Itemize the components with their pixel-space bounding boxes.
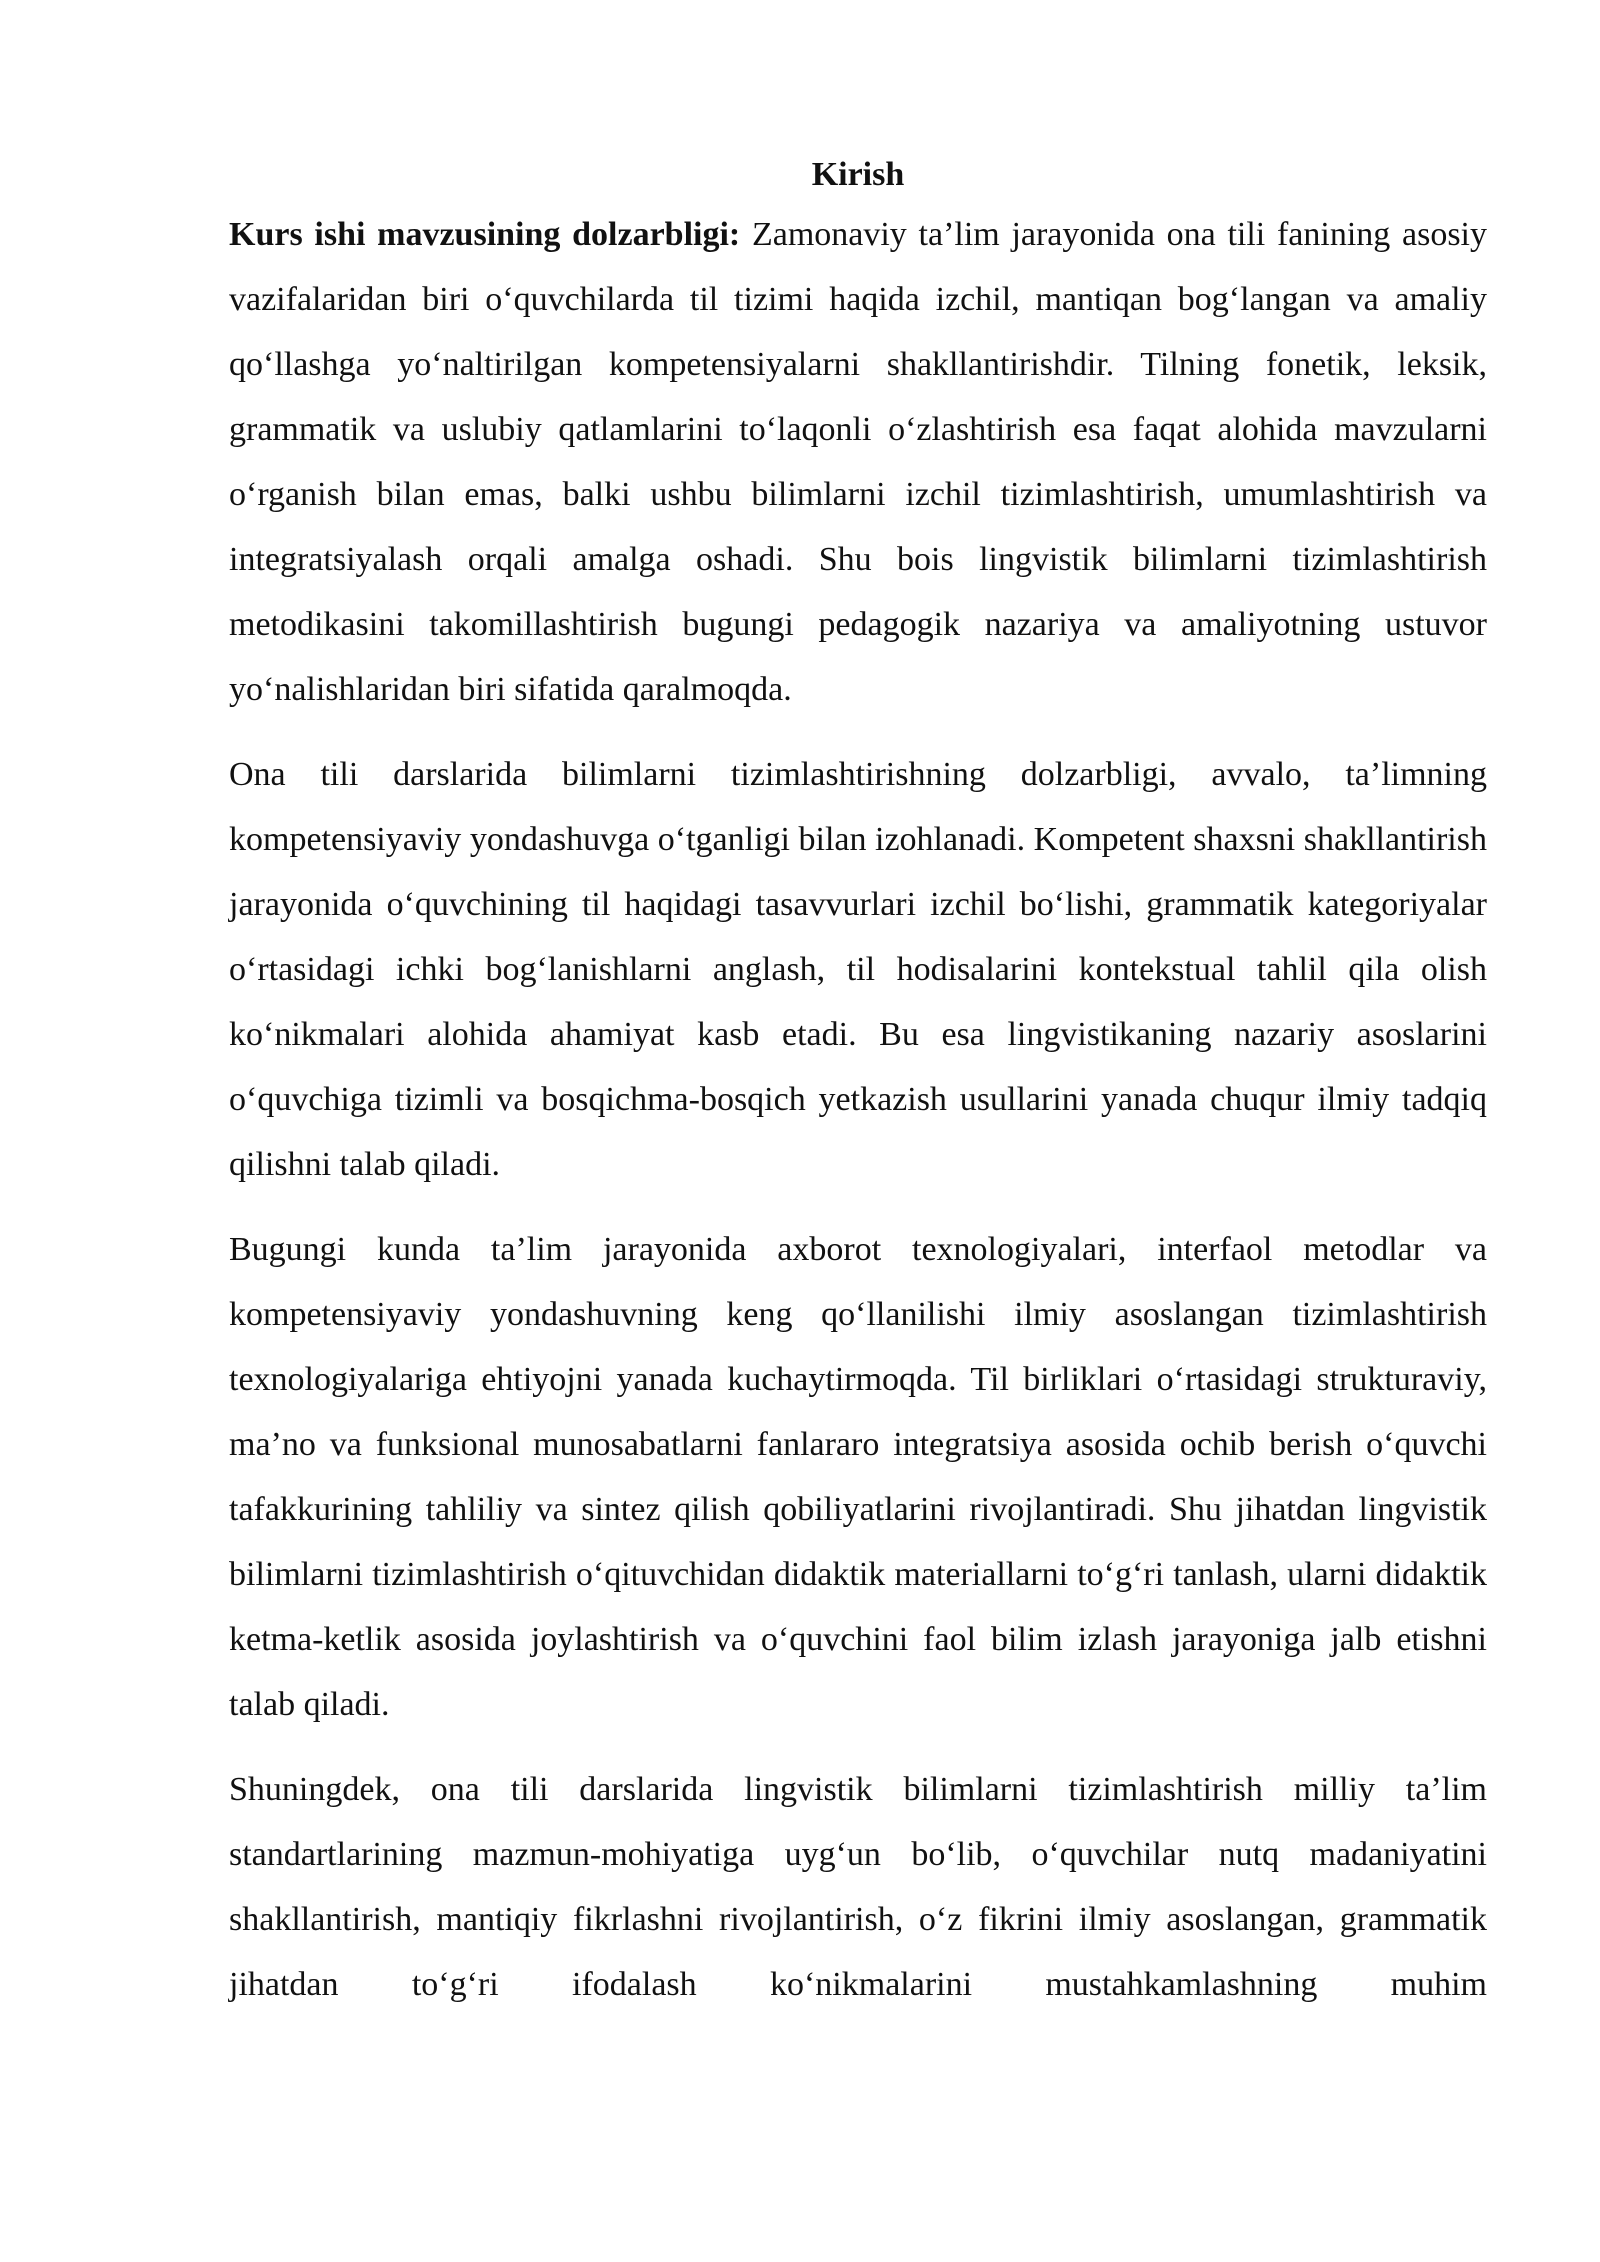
document-title: Kirish	[811, 156, 905, 193]
lead-label: Kurs ishi mavzusining dolzarbligi:	[229, 216, 741, 253]
paragraph-4: Shuningdek, ona tili darslarida lingvistik bilimlarni tizimlashtirish milliy ta’lim standartlarining mazmun-mohiyatiga uyg‘un bo‘lib, o‘quvchilar nutq madaniyatini shakllantirish, mantiqiy fikrlashni rivojlantirish, o‘z fikrini ilmiy asoslangan, grammatik jihatdan to‘g‘ri ifodalash ko‘nikmalarini mustahkamlashning muhim	[229, 1771, 1487, 2003]
paragraph-1	[229, 202, 1487, 722]
paragraph-1-text: Zamonaviy ta’lim jarayonida ona tili fanining asosiy vazifalaridan biri o‘quvchilarda til tizimi haqida izchil, mantiqan bog‘langan va amaliy qo‘llashga yo‘naltirilgan kompetensiyalarni shakllantirishdir. Tilning fonetik, leksik, grammatik va uslubiy qatlamlarini to‘laqonli o‘zlashtirish esa faqat alohida mavzularni o‘rganish bilan emas, balki ushbu bilimlarni izchil tizimlashtirish, umumlashtirish va integratsiyalash orqali amalga oshadi. Shu bois lingvistik bilimlarni tizimlashtirish metodikasini takomillashtirish bugungi pedagogik nazariya va amaliyotning ustuvor yo‘nalishlaridan biri sifatida qaralmoqda.	[229, 216, 1487, 708]
paragraph-2: Ona tili darslarida bilimlarni tizimlashtirishning dolzarbligi, avvalo, ta’limning kompetensiyaviy yondashuvga o‘tganligi bilan izohlanadi. Kompetent shaxsni shakllantirish jarayonida o‘quvchining til haqidagi tasavvurlari izchil bo‘lishi, grammatik kategoriyalar o‘rtasidagi ichki bog‘lanishlarni anglash, til hodisalarini kontekstual tahlil qila olish ko‘nikmalari alohida ahamiyat kasb etadi. Bu esa lingvistikaning nazariy asoslarini o‘quvchiga tizimli va bosqichma-bosqich yetkazish usullarini yanada chuqur ilmiy tadqiq qilishni talab qiladi.	[229, 756, 1487, 1183]
paragraph-3: Bugungi kunda ta’lim jarayonida axborot texnologiyalari, interfaol metodlar va kompetensiyaviy yondashuvning keng qo‘llanilishi ilmiy asoslangan tizimlashtirish texnologiyalariga ehtiyojni yanada kuchaytirmoqda. Til birliklari o‘rtasidagi strukturaviy, ma’no va funksional munosabatlarni fanlararo integratsiya asosida ochib berish o‘quvchi tafakkurining tahliliy va sintez qilish qobiliyatlarini rivojlantiradi. Shu jihatdan lingvistik bilimlarni tizimlashtirish o‘qituvchidan didaktik materiallarni to‘g‘ri tanlash, ularni didaktik ketma-ketlik asosida joylashtirish va o‘quvchini faol bilim izlash jarayoniga jalb etishni talab qiladi.	[229, 1231, 1487, 1723]
document-page	[229, 148, 1487, 2037]
